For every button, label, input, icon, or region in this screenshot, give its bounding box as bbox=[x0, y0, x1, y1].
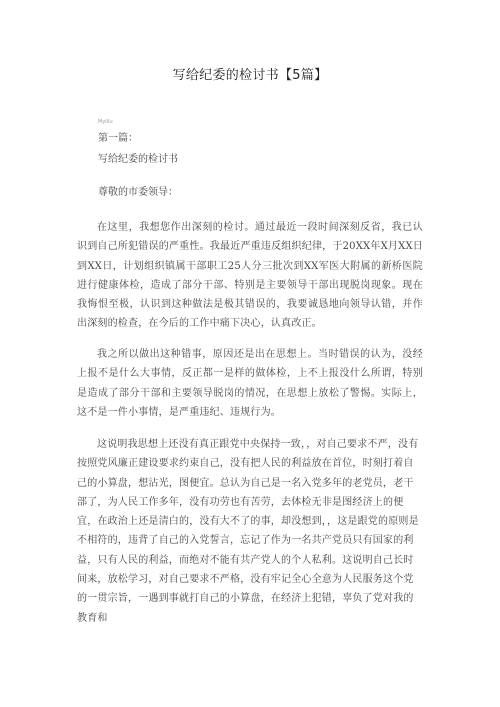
paragraph-1: 在这里，我想您作出深刻的检讨。通过最近一段时间深刻反省，我已认识到自己所犯错误的严重性。我最近严重违反组织纪律，于20XX年X月XX日到XX日，计划组织镇属干部职工25人分三批次到XX军医大附属的新桥医院进行健康体检，造成了部分干部、特别是主要领导干部出现脱岗现象。现在我悔恨至极，认识到这种做法是极其错误的，我要诚恳地向领导认错，并作出深刻的检查，在今后的工作中痛下决心，认真改正。 bbox=[77, 222, 423, 330]
small-watermark-text: Mylilu bbox=[98, 119, 113, 125]
document-title: 写给纪委的检讨书【5篇】 bbox=[172, 68, 328, 83]
section-title: 写给纪委的检讨书 bbox=[98, 154, 178, 165]
section-label: 第一篇： bbox=[98, 133, 138, 144]
salutation: 尊敬的市委领导： bbox=[98, 187, 178, 198]
paragraph-3: 这说明我思想上还没有真正跟党中央保持一致，，对自己要求不严，没有按照党风廉正建设要求约束自己，没有把人民的利益放在首位，时刻打着自己的小算盘，想沾光，图便宜。总认为自己是一名入党多年的老党员，老干部了，为人民工作多年，没有功劳也有苦劳，去体检无非是图经济上的便宜，在政治上还是清白的，没有大不了的事，却没想到，，这是跟党的原则是不相符的，违背了自己的入党誓言，忘记了作为一名共产党员只有国家的利益，只有人民的利益，而绝对不能有共产党人的个人私利。这说明自己长时间来，放松学习，对自己要求不严格，没有牢记全心全意为人民服务这个党的一贯宗旨，一遇到事就打自己的小算盘，在经济上犯错，辜负了党对我的教育和 bbox=[77, 439, 419, 624]
paragraph-2: 我之所以做出这种错事，原因还是出在思想上。当时错误的认为，没经上报不是什么大事情，反正都一是样的做体检，上不上报没什么所谓，特别是造成了部分干部和主要领导脱岗的情况，在思想上放松了警惕。实际上，这不是一件小事情，是严重违纪、违规行为。 bbox=[77, 349, 423, 418]
